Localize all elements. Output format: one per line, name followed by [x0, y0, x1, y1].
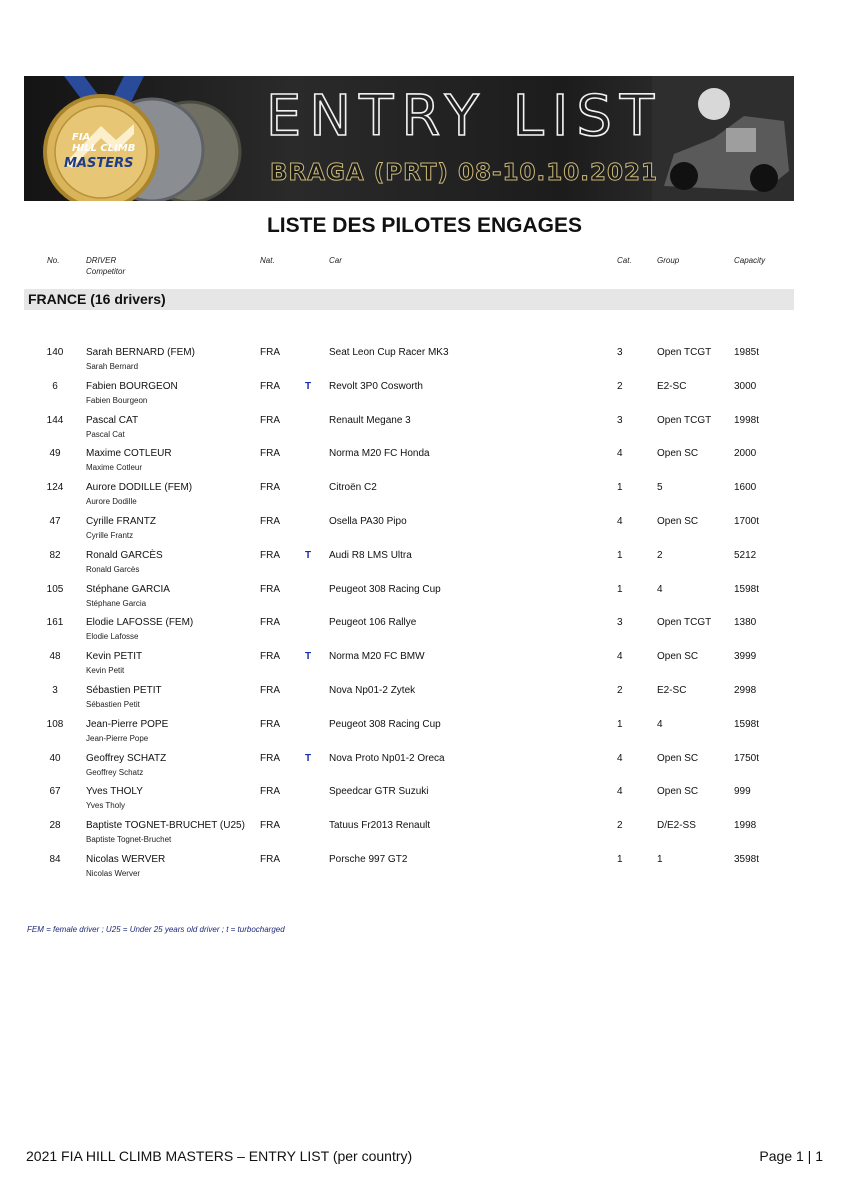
table-row [0, 482, 849, 516]
table-row [0, 617, 849, 651]
entry-driver: Yves THOLY [86, 786, 143, 798]
entry-category: 4 [617, 752, 623, 764]
entry-capacity: 1998t [734, 414, 760, 426]
entry-driver: Cyrille FRANTZ [86, 515, 156, 527]
table-row [0, 415, 849, 449]
legend-note: FEM = female driver ; U25 = Under 25 years old driver ; t = turbocharged [27, 925, 285, 934]
entry-category: 2 [617, 684, 623, 696]
entry-car: Revolt 3P0 Cosworth [329, 380, 423, 392]
entry-number: 40 [49, 752, 61, 764]
entry-competitor: Baptiste Tognet-Bruchet [86, 835, 172, 845]
entry-group: Open TCGT [657, 414, 712, 426]
entry-car: Peugeot 308 Racing Cup [329, 583, 441, 595]
logo-masters: MASTERS [64, 156, 134, 171]
entry-competitor: Kevin Petit [86, 666, 125, 676]
entry-number: 84 [49, 853, 61, 865]
col-header-no: No. [47, 256, 60, 265]
entry-capacity: 1985t [734, 347, 760, 358]
entry-capacity: 3000 [734, 380, 757, 392]
entry-capacity: 1750t [734, 752, 760, 764]
entry-car: Porsche 997 GT2 [329, 853, 408, 865]
footer-title: 2021 FIA HILL CLIMB MASTERS – ENTRY LIST (per country) [26, 1148, 413, 1164]
entry-category: 2 [617, 820, 623, 832]
table-row [0, 786, 849, 820]
entry-car: Speedcar GTR Suzuki [329, 786, 429, 798]
entry-car: Norma M20 FC Honda [329, 448, 430, 460]
col-header-capacity: Capacity [734, 256, 766, 265]
country-section-header [24, 289, 794, 310]
entry-capacity: 1700t [734, 515, 760, 527]
entry-category: 4 [617, 448, 623, 460]
entry-car: Citroën C2 [329, 482, 377, 494]
entry-driver: Geoffrey SCHATZ [86, 752, 167, 764]
table-row [0, 685, 849, 719]
table-row [0, 854, 849, 888]
entry-car: Peugeot 106 Rallye [329, 617, 417, 629]
entry-nationality: FRA [260, 549, 280, 561]
entry-group: 1 [657, 853, 663, 865]
entry-group: Open SC [657, 651, 699, 663]
entry-category: 1 [617, 853, 623, 865]
table-row [0, 584, 849, 618]
entry-nationality: FRA [260, 853, 280, 865]
entry-driver: Maxime COTLEUR [86, 448, 172, 460]
entry-group: Open TCGT [657, 617, 712, 629]
table-row [0, 651, 849, 685]
entry-number: 6 [52, 380, 58, 392]
entry-driver: Elodie LAFOSSE (FEM) [86, 617, 194, 629]
table-row [0, 448, 849, 482]
banner-title: ENTRY LIST [265, 84, 663, 149]
entry-nationality: FRA [260, 617, 280, 629]
entry-driver: Baptiste TOGNET-BRUCHET (U25) [86, 820, 245, 832]
entry-capacity: 2000 [734, 448, 757, 460]
entry-car: Renault Megane 3 [329, 414, 411, 426]
entry-competitor: Sarah Bernard [86, 362, 139, 371]
entry-nationality: FRA [260, 820, 280, 832]
entry-category: 1 [617, 549, 623, 561]
entry-car: Osella PA30 Pipo [329, 515, 407, 527]
entry-turbo-mark: T [305, 651, 312, 663]
entry-number: 28 [49, 820, 61, 832]
entry-capacity: 1598t [734, 718, 760, 730]
entry-capacity: 1998 [734, 820, 757, 832]
table-row [0, 820, 849, 854]
entry-car: Audi R8 LMS Ultra [329, 549, 412, 561]
entry-group: Open TCGT [657, 347, 712, 358]
entry-capacity: 999 [734, 786, 751, 798]
entry-category: 4 [617, 786, 623, 798]
entry-group: E2-SC [657, 684, 687, 696]
footer-page-number: Page 1 | 1 [759, 1148, 823, 1164]
entry-capacity: 2998 [734, 684, 757, 696]
entry-group: 2 [657, 549, 663, 561]
entry-competitor: Nicolas Werver [86, 868, 141, 878]
table-row [0, 719, 849, 753]
entry-group: Open SC [657, 786, 699, 798]
entry-capacity: 3598t [734, 853, 760, 865]
entry-competitor: Fabien Bourgeon [86, 395, 148, 405]
entry-car: Peugeot 308 Racing Cup [329, 718, 441, 730]
entry-group: Open SC [657, 752, 699, 764]
country-header-label: FRANCE (16 drivers) [28, 291, 166, 307]
entry-number: 82 [49, 549, 61, 561]
col-header-car: Car [329, 256, 342, 265]
entry-category: 3 [617, 414, 623, 426]
banner-subtitle: BRAGA (PRT) 08-10.10.2021 [269, 160, 659, 186]
entry-group: 5 [657, 482, 663, 494]
entry-competitor: Maxime Cotleur [86, 463, 143, 473]
entry-driver: Pascal CAT [86, 414, 139, 426]
entry-car: Seat Leon Cup Racer MK3 [329, 347, 449, 358]
entry-competitor: Pascal Cat [86, 429, 125, 439]
entry-competitor: Geoffrey Schatz [86, 767, 144, 777]
entry-driver: Kevin PETIT [86, 651, 143, 663]
entry-nationality: FRA [260, 718, 280, 730]
entry-driver: Aurore DODILLE (FEM) [86, 482, 193, 494]
entry-competitor: Jean-Pierre Pope [86, 733, 149, 743]
entry-group: Open SC [657, 515, 699, 527]
table-row [0, 753, 849, 787]
col-header-group: Group [657, 256, 680, 265]
table-row [0, 516, 849, 550]
entry-capacity: 1380 [734, 617, 757, 629]
entry-turbo-mark: T [305, 752, 312, 764]
entry-turbo-mark: T [305, 380, 312, 392]
entry-nationality: FRA [260, 684, 280, 696]
entry-nationality: FRA [260, 448, 280, 460]
table-row [0, 381, 849, 415]
header-banner [24, 76, 794, 201]
entry-car: Nova Np01-2 Zytek [329, 684, 416, 696]
col-header-driver [86, 256, 125, 276]
entry-car: Nova Proto Np01-2 Oreca [329, 752, 445, 764]
entry-driver: Jean-Pierre POPE [86, 718, 169, 730]
entry-driver: Fabien BOURGEON [86, 380, 178, 392]
entry-nationality: FRA [260, 752, 280, 764]
entry-nationality: FRA [260, 786, 280, 798]
entry-competitor: Aurore Dodille [86, 497, 137, 507]
page-title: LISTE DES PILOTES ENGAGES [266, 214, 583, 237]
table-row [0, 550, 849, 584]
entry-number: 67 [49, 786, 61, 798]
entry-nationality: FRA [260, 414, 280, 426]
entry-category: 3 [617, 347, 623, 358]
entry-number: 144 [46, 414, 64, 426]
entry-nationality: FRA [260, 651, 280, 663]
entry-number: 49 [49, 448, 61, 460]
entry-group: E2-SC [657, 380, 687, 392]
entry-nationality: FRA [260, 583, 280, 595]
entry-capacity: 1600 [734, 482, 757, 494]
entry-number: 105 [46, 583, 64, 595]
entry-driver: Ronald GARCÈS [86, 549, 163, 561]
entry-category: 1 [617, 718, 623, 730]
entry-category: 4 [617, 651, 623, 663]
entry-group: 4 [657, 583, 663, 595]
entry-number: 3 [52, 684, 58, 696]
entry-driver: Stéphane GARCIA [86, 583, 170, 595]
entry-competitor: Cyrille Frantz [86, 530, 134, 540]
entry-group: Open SC [657, 448, 699, 460]
entry-number: 140 [46, 347, 64, 358]
entry-number: 108 [46, 718, 64, 730]
entry-group: D/E2-SS [657, 820, 696, 832]
entry-nationality: FRA [260, 380, 280, 392]
entry-number: 124 [46, 482, 64, 494]
entry-nationality: FRA [260, 482, 280, 494]
entry-competitor: Stéphane Garcia [86, 598, 147, 608]
entry-capacity: 5212 [734, 549, 757, 561]
entry-list-table [0, 347, 849, 888]
entry-category: 4 [617, 515, 623, 527]
entry-driver: Sébastien PETIT [86, 684, 162, 696]
entry-capacity: 3999 [734, 651, 757, 663]
entry-group: 4 [657, 718, 663, 730]
col-header-cat: Cat. [617, 256, 632, 265]
entry-category: 1 [617, 482, 623, 494]
entry-car: Norma M20 FC BMW [329, 651, 425, 663]
table-row [0, 347, 849, 381]
col-header-driver-label: DRIVER [86, 256, 117, 265]
entry-category: 2 [617, 380, 623, 392]
entry-number: 47 [49, 515, 61, 527]
entry-car: Tatuus Fr2013 Renault [329, 820, 431, 832]
entry-competitor: Yves Tholy [86, 801, 125, 811]
entry-number: 48 [49, 651, 61, 663]
logo-fia-hill-climb: FIA HILL CLIMB [72, 132, 136, 154]
entry-competitor: Ronald Garcès [86, 564, 140, 574]
entry-capacity: 1598t [734, 583, 760, 595]
entry-competitor: Sébastien Petit [86, 699, 140, 709]
entry-driver: Sarah BERNARD (FEM) [86, 347, 195, 358]
entry-category: 3 [617, 617, 623, 629]
entry-nationality: FRA [260, 515, 280, 527]
col-header-nat: Nat. [260, 256, 275, 265]
entry-driver: Nicolas WERVER [86, 853, 166, 865]
entry-turbo-mark: T [305, 549, 312, 561]
entry-category: 1 [617, 583, 623, 595]
entry-competitor: Elodie Lafosse [86, 632, 139, 642]
entry-nationality: FRA [260, 347, 280, 358]
entry-number: 161 [46, 617, 64, 629]
col-header-competitor: Competitor [86, 267, 126, 276]
